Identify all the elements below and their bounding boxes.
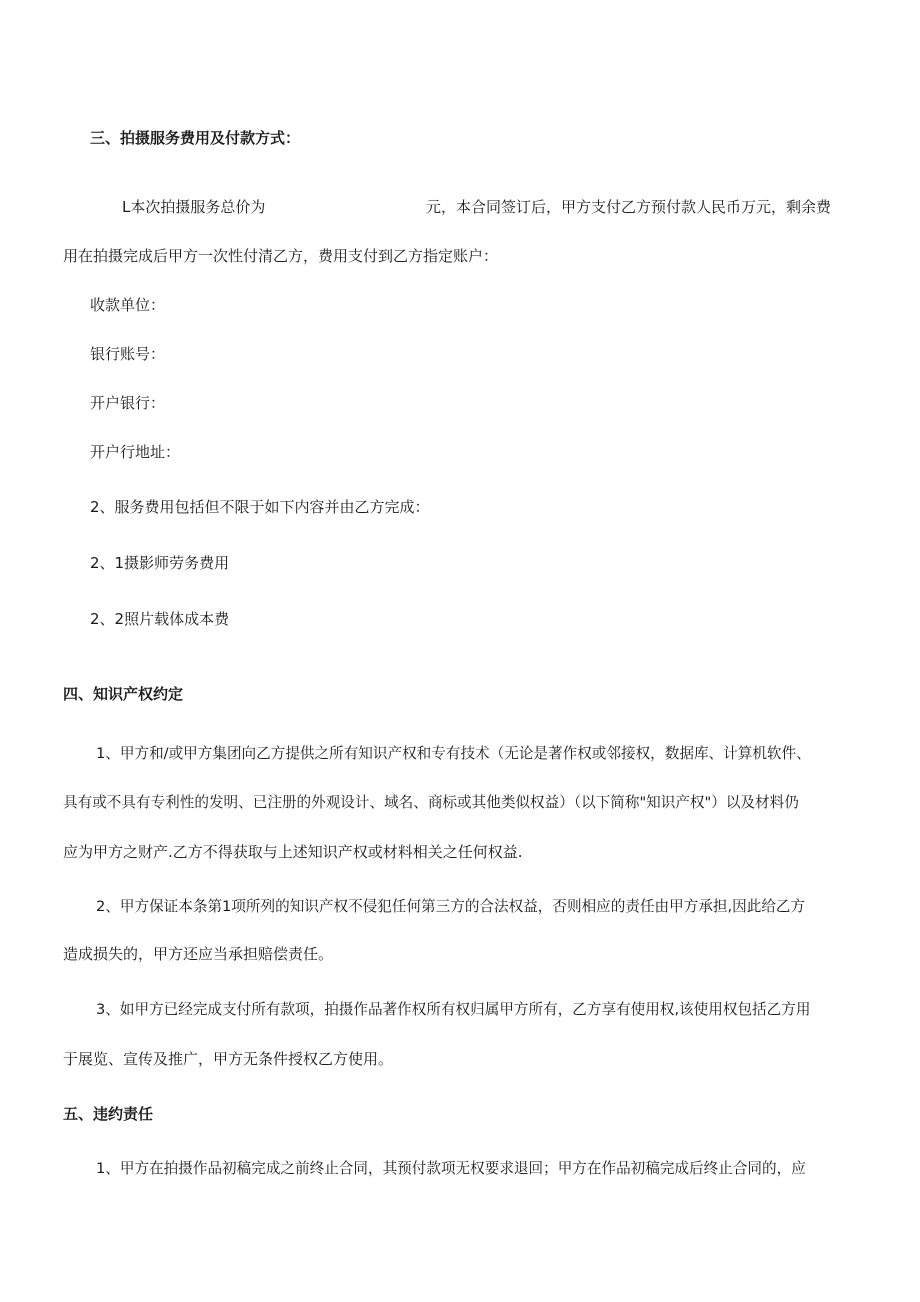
ip-clause-3-line-2: 于展览、宣传及推广，甲方无条件授权乙方使用。 — [63, 1050, 394, 1068]
ip-clause-1-line-1: 1、甲方和/或甲方集团向乙方提供之所有知识产权和专有技术（无论是著作权或邻接权，数据库、计算机软件、 — [96, 745, 811, 762]
breach-clause-1-line-1: 1、甲方在拍摄作品初稿完成之前终止合同，其预付款项无权要求退回；甲方在作品初稿完成后终止合同的，应 — [96, 1160, 806, 1177]
ip-clause-1-line-3: 应为甲方之财产.乙方不得获取与上述知识产权或材料相关之任何权益. — [63, 843, 523, 861]
section-3-heading: 三、拍摄服务费用及付款方式： — [90, 129, 301, 147]
service-fee-scope: 2、服务费用包括但不限于如下内容并由乙方完成： — [90, 498, 430, 516]
bank-account-label: 银行账号： — [90, 345, 166, 363]
bank-name-label: 开户银行： — [90, 394, 166, 412]
ip-clause-2-line-1: 2、甲方保证本条第1项所列的知识产权不侵犯任何第三方的合法权益，否则相应的责任由甲方承担,因此给乙方 — [96, 898, 806, 915]
bank-address-label: 开户行地址： — [90, 443, 181, 461]
fee-total-label: L本次拍摄服务总价为 — [122, 198, 266, 216]
service-fee-item-1: 2、1摄影师劳务费用 — [90, 554, 230, 572]
payee-label: 收款单位： — [90, 296, 166, 314]
fee-payment-terms-cont: 用在拍摄完成后甲方一次性付清乙方，费用支付到乙方指定账户： — [63, 247, 499, 265]
fee-payment-terms: 元，本合同签订后，甲方支付乙方预付款人民币万元，剩余费 — [426, 198, 832, 216]
section-5-heading: 五、违约责任 — [63, 1105, 154, 1123]
section-4-heading: 四、知识产权约定 — [63, 685, 184, 703]
service-fee-item-2: 2、2照片载体成本费 — [90, 610, 230, 628]
ip-clause-2-line-2: 造成损失的，甲方还应当承担赔偿责任。 — [63, 945, 334, 963]
ip-clause-3-line-1: 3、如甲方已经完成支付所有款项，拍摄作品著作权所有权归属甲方所有，乙方享有使用权,该使用权包括乙方用 — [96, 1001, 811, 1018]
ip-clause-1-line-2: 具有或不具有专利性的发明、已注册的外观设计、域名、商标或其他类似权益）（以下简称"知识产权"）以及材料仍 — [63, 794, 799, 811]
